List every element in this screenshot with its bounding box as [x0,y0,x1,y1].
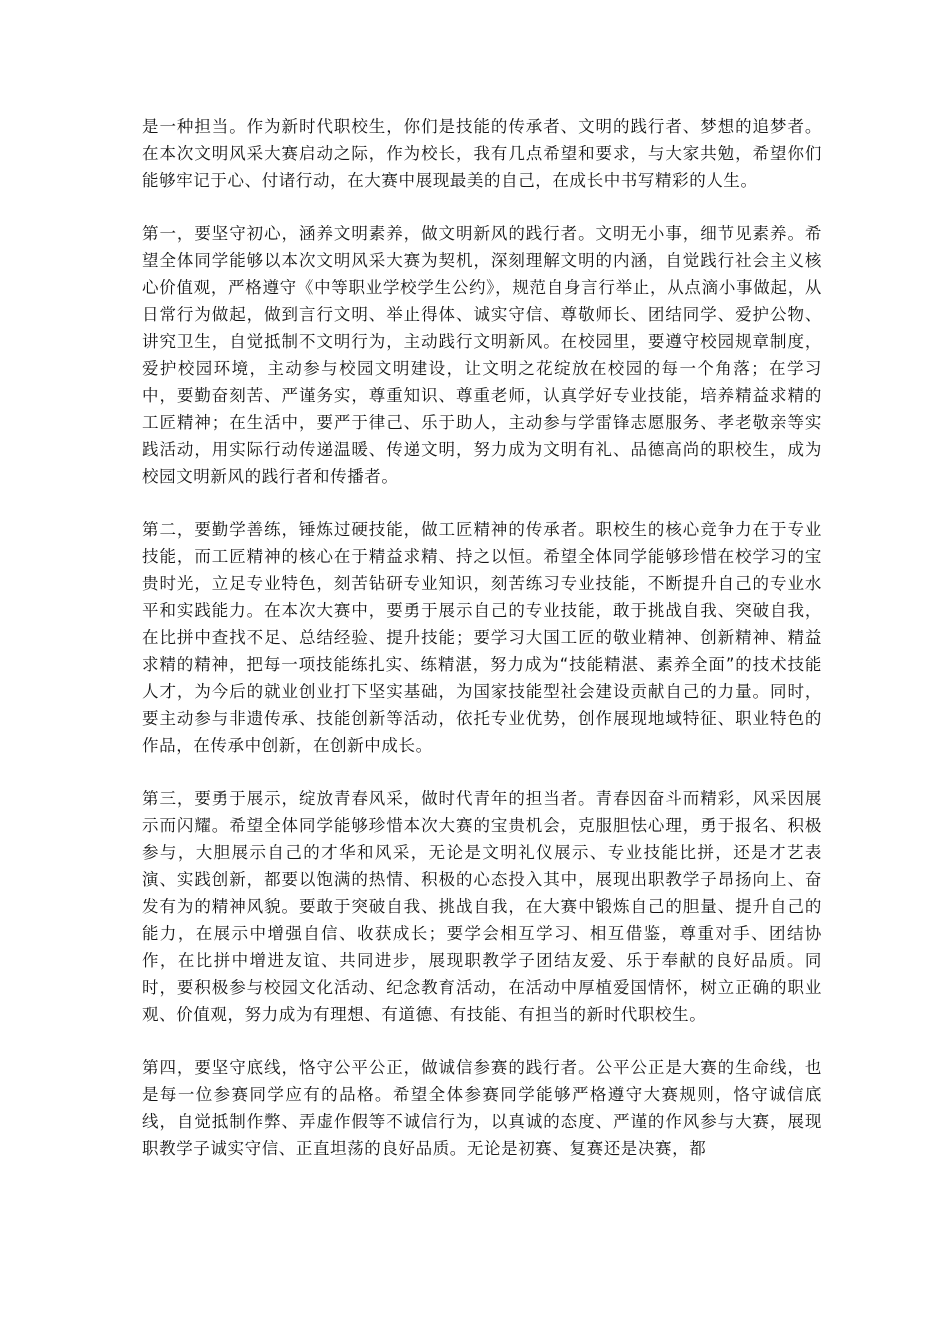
paragraph-second-point: 第二，要勤学善练，锤炼过硬技能，做工匠精神的传承者。职校生的核心竞争力在于专业技能，而工匠精神的核心在于精益求精、持之以恒。希望全体同学能够珍惜在校学习的宝贵时光，立足专业特色，刻苦钻研专业知识，刻苦练习专业技能，不断提升自己的专业水平和实践能力。在本次大赛中，要勇于展示自己的专业技能，敢于挑战自我、突破自我，在比拼中查找不足、总结经验、提升技能；要学习大国工匠的敬业精神、创新精神、精益求精的精神，把每一项技能练扎实、练精湛，努力成为“技能精湛、素养全面”的技术技能人才，为今后的就业创业打下坚实基础，为国家技能型社会建设贡献自己的力量。同时，要主动参与非遗传承、技能创新等活动，依托专业优势，创作展现地域特征、职业特色的作品，在传承中创新，在创新中成长。 [142,520,822,755]
paragraph-intro: 是一种担当。作为新时代职校生，你们是技能的传承者、文明的践行者、梦想的追梦者。在本次文明风采大赛启动之际，作为校长，我有几点希望和要求，与大家共勉，希望你们能够牢记于心、付诸行动，在大赛中展现最美的自己，在成长中书写精彩的人生。 [142,117,822,190]
paragraph-third-point: 第三，要勇于展示，绽放青春风采，做时代青年的担当者。青春因奋斗而精彩，风采因展示而闪耀。希望全体同学能够珍惜本次大赛的宝贵机会，克服胆怯心理，勇于报名、积极参与，大胆展示自己的才华和风采，无论是文明礼仪展示、专业技能比拼，还是才艺表演、实践创新，都要以饱满的热情、积极的心态投入其中，展现出职教学子昂扬向上、奋发有为的精神风貌。要敢于突破自我、挑战自我，在大赛中锻炼自己的胆量、提升自己的能力，在展示中增强自信、收获成长；要学会相互学习、相互借鉴，尊重对手、团结协作，在比拼中增进友谊、共同进步，展现职教学子团结友爱、乐于奉献的良好品质。同时，要积极参与校园文化活动、纪念教育活动，在活动中厚植爱国情怀，树立正确的职业观、价值观，努力成为有理想、有道德、有技能、有担当的新时代职校生。 [142,789,822,1024]
document-body [142,113,822,1188]
paragraph-first-point: 第一，要坚守初心，涵养文明素养，做文明新风的践行者。文明无小事，细节见素养。希望全体同学能够以本次文明风采大赛为契机，深刻理解文明的内涵，自觉践行社会主义核心价值观，严格遵守《中等职业学校学生公约》，规范自身言行举止，从点滴小事做起，从日常行为做起，做到言行文明、举止得体、诚实守信、尊敬师长、团结同学、爱护公物、讲究卫生，自觉抵制不文明行为，主动践行文明新风。在校园里，要遵守校园规章制度，爱护校园环境，主动参与校园文明建设，让文明之花绽放在校园的每一个角落；在学习中，要勤奋刻苦、严谨务实，尊重知识、尊重老师，认真学好专业技能，培养精益求精的工匠精神；在生活中，要严于律己、乐于助人，主动参与学雷锋志愿服务、孝老敬亲等实践活动，用实际行动传递温暖、传递文明，努力成为文明有礼、品德高尚的职校生，成为校园文明新风的践行者和传播者。 [142,224,822,486]
paragraph-fourth-point: 第四，要坚守底线，恪守公平公正，做诚信参赛的践行者。公平公正是大赛的生命线，也是每一位参赛同学应有的品格。希望全体参赛同学能够严格遵守大赛规则，恪守诚信底线，自觉抵制作弊、弄虚作假等不诚信行为，以真诚的态度、严谨的作风参与大赛，展现职教学子诚实守信、正直坦荡的良好品质。无论是初赛、复赛还是决赛，都 [142,1058,822,1158]
